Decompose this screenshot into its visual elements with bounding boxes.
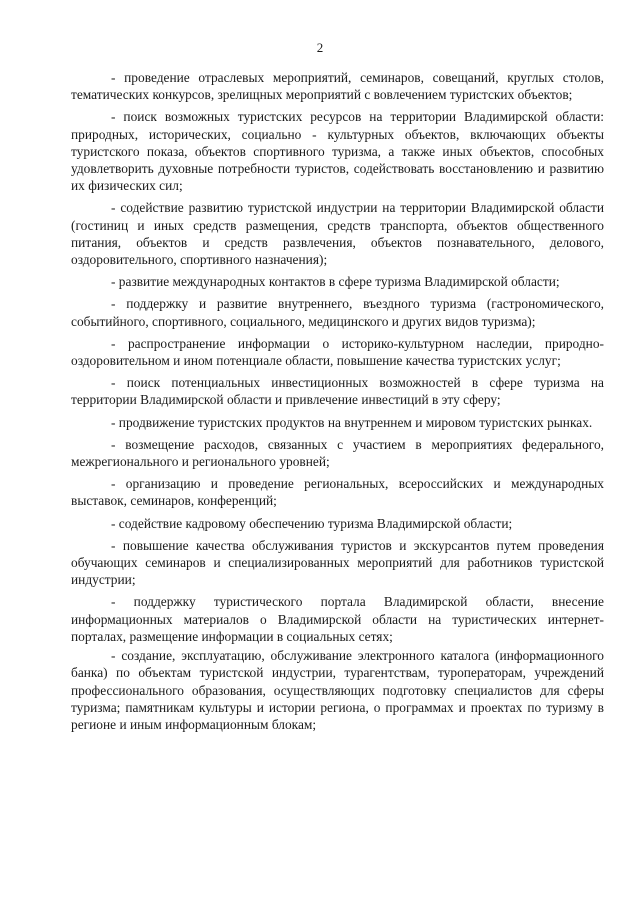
list-item: - поддержку туристического портала Владимирской области, внесение информационных материалов о Владимирской области на туристических интернет- порталах, размещение информации в социальных сетях;	[71, 594, 604, 644]
list-item: - проведение отраслевых мероприятий, семинаров, совещаний, круглых столов, тематических конкурсов, зрелищных мероприятий с вовлечением туристских объектов;	[71, 70, 604, 103]
list-item: - создание, эксплуатацию, обслуживание электронного каталога (информационного банка) по объектам туристской индустрии, турагентствам, туроператорам, учреждений профессионального образования, осуществляющих подготовку специалистов для сферы туризма; памятникам культуры и истории региона, о программах и проектах по туризму в регионе и иным информационным блокам;	[71, 648, 604, 732]
list-item: - организацию и проведение региональных, всероссийских и международных выставок, семинаров, конференций;	[71, 476, 604, 509]
list-item: - поиск потенциальных инвестиционных возможностей в сфере туризма на территории Владимирской области и привлечение инвестиций в эту сферу;	[71, 375, 604, 408]
page-number: 2	[316, 40, 324, 55]
list-item: - поддержку и развитие внутреннего, въездного туризма (гастрономического, событийного, спортивного, социального, медицинского и других видов туризма);	[71, 296, 604, 329]
document-body	[71, 69, 604, 738]
list-item: - поиск возможных туристских ресурсов на территории Владимирской области: природных, исторических, социально - культурных объектов, включающих объекты туристского показа, объектов спортивного туризма, а также иных объектов, способных удовлетворить духовные потребности туристов, содействовать восстановлению и развитию их физических сил;	[71, 109, 604, 194]
list-item: - возмещение расходов, связанных с участием в мероприятиях федерального, межрегионального и регионального уровней;	[71, 436, 604, 470]
list-item: - содействие кадровому обеспечению туризма Владимирской области;	[111, 515, 513, 531]
list-item: - повышение качества обслуживания туристов и экскурсантов путем проведения обучающих семинаров и специализированных мероприятий для работников туристской индустрии;	[71, 537, 604, 588]
list-item: - содействие развитию туристской индустрии на территории Владимирской области (гостиниц и иных средств размещения, средств транспорта, объектов общественного питания, объектов и средств развлечения, объектов познавательного, делового, оздоровительного, спортивного назначения);	[71, 200, 604, 268]
list-item: - распространение информации о историко-культурном наследии, природно-оздоровительном и ином потенциале области, повышение качества туристских услуг;	[71, 335, 604, 369]
list-item: - развитие международных контактов в сфере туризма Владимирской области;	[111, 274, 560, 290]
list-item: - продвижение туристских продуктов на внутреннем и мировом туристских рынках.	[111, 414, 593, 430]
